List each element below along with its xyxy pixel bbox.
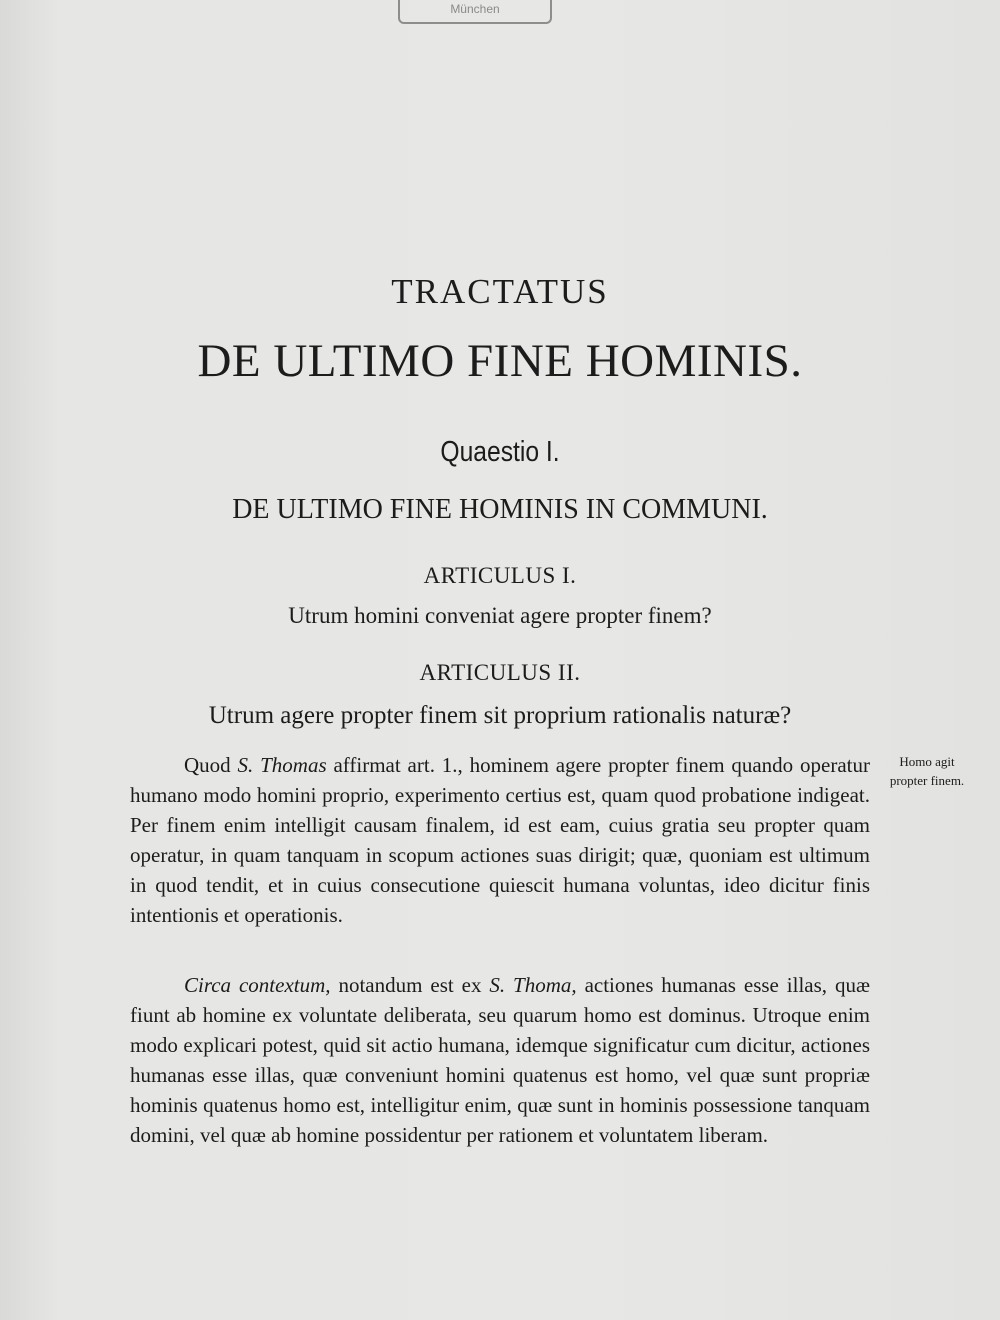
paragraph-1	[130, 750, 870, 930]
tractatus-heading: TRACTATUS	[391, 272, 609, 311]
article-1-label: ARTICULUS I.	[423, 563, 577, 588]
article-2-label: ARTICULUS II.	[419, 660, 581, 685]
article-2-question: Utrum agere propter finem sit proprium rationalis naturæ?	[208, 702, 792, 729]
paragraph-2	[130, 970, 870, 1150]
marginal-note-line-1: Homo agit	[899, 754, 955, 769]
article-1-question: Utrum homini conveniat agere propter finem?	[288, 603, 712, 628]
paragraph-2-mid: notandum est ex	[330, 973, 490, 997]
paragraph-2-lead: Circa contextum,	[184, 973, 331, 997]
paragraph-2-text: actiones humanas esse illas, quæ fiunt ab homine ex voluntate deliberata, seu quarum homo est dominus. Utroque enim modo explicari potest, quid sit actio humana, idemque significatur cum dicitur, actiones humanas esse illas, quæ conveniunt homini quatenus est homo, vel quæ sunt propriæ hominis quatenus homo est, intelligitur enim, quæ sunt in hominis possessione tanquam domini, vel quæ ab homine possidentur per rationem et voluntatem liberam.	[130, 973, 870, 1147]
marginal-note	[872, 752, 982, 790]
marginal-note-line-2: propter finem.	[889, 773, 965, 788]
main-title: DE ULTIMO FINE HOMINIS.	[197, 335, 803, 387]
quaestio-heading: Quaestio I.	[440, 436, 560, 468]
paragraph-1-author: S. Thomas	[237, 753, 327, 777]
paragraph-2-author: S. Thoma,	[489, 973, 577, 997]
paragraph-1-pre: Quod	[184, 753, 238, 777]
paragraph-1-text: affirmat art. 1., hominem agere propter finem quando operatur humano modo homini proprio, experimento certius est, quam quod probatione indigeat. Per finem enim intelligit causam finalem, id est eam, cuius gratia seu propter quam operatur, in quam tanquam in scopum actiones suas dirigit; quæ, quoniam est ultimum in quod tendit, et in cuius consecutione quiescit humana voluntas, ideo dicitur finis intentionis et operationis.	[130, 753, 870, 927]
library-stamp: München	[398, 0, 552, 24]
quaestio-title: DE ULTIMO FINE HOMINIS IN COMMUNI.	[232, 494, 768, 525]
